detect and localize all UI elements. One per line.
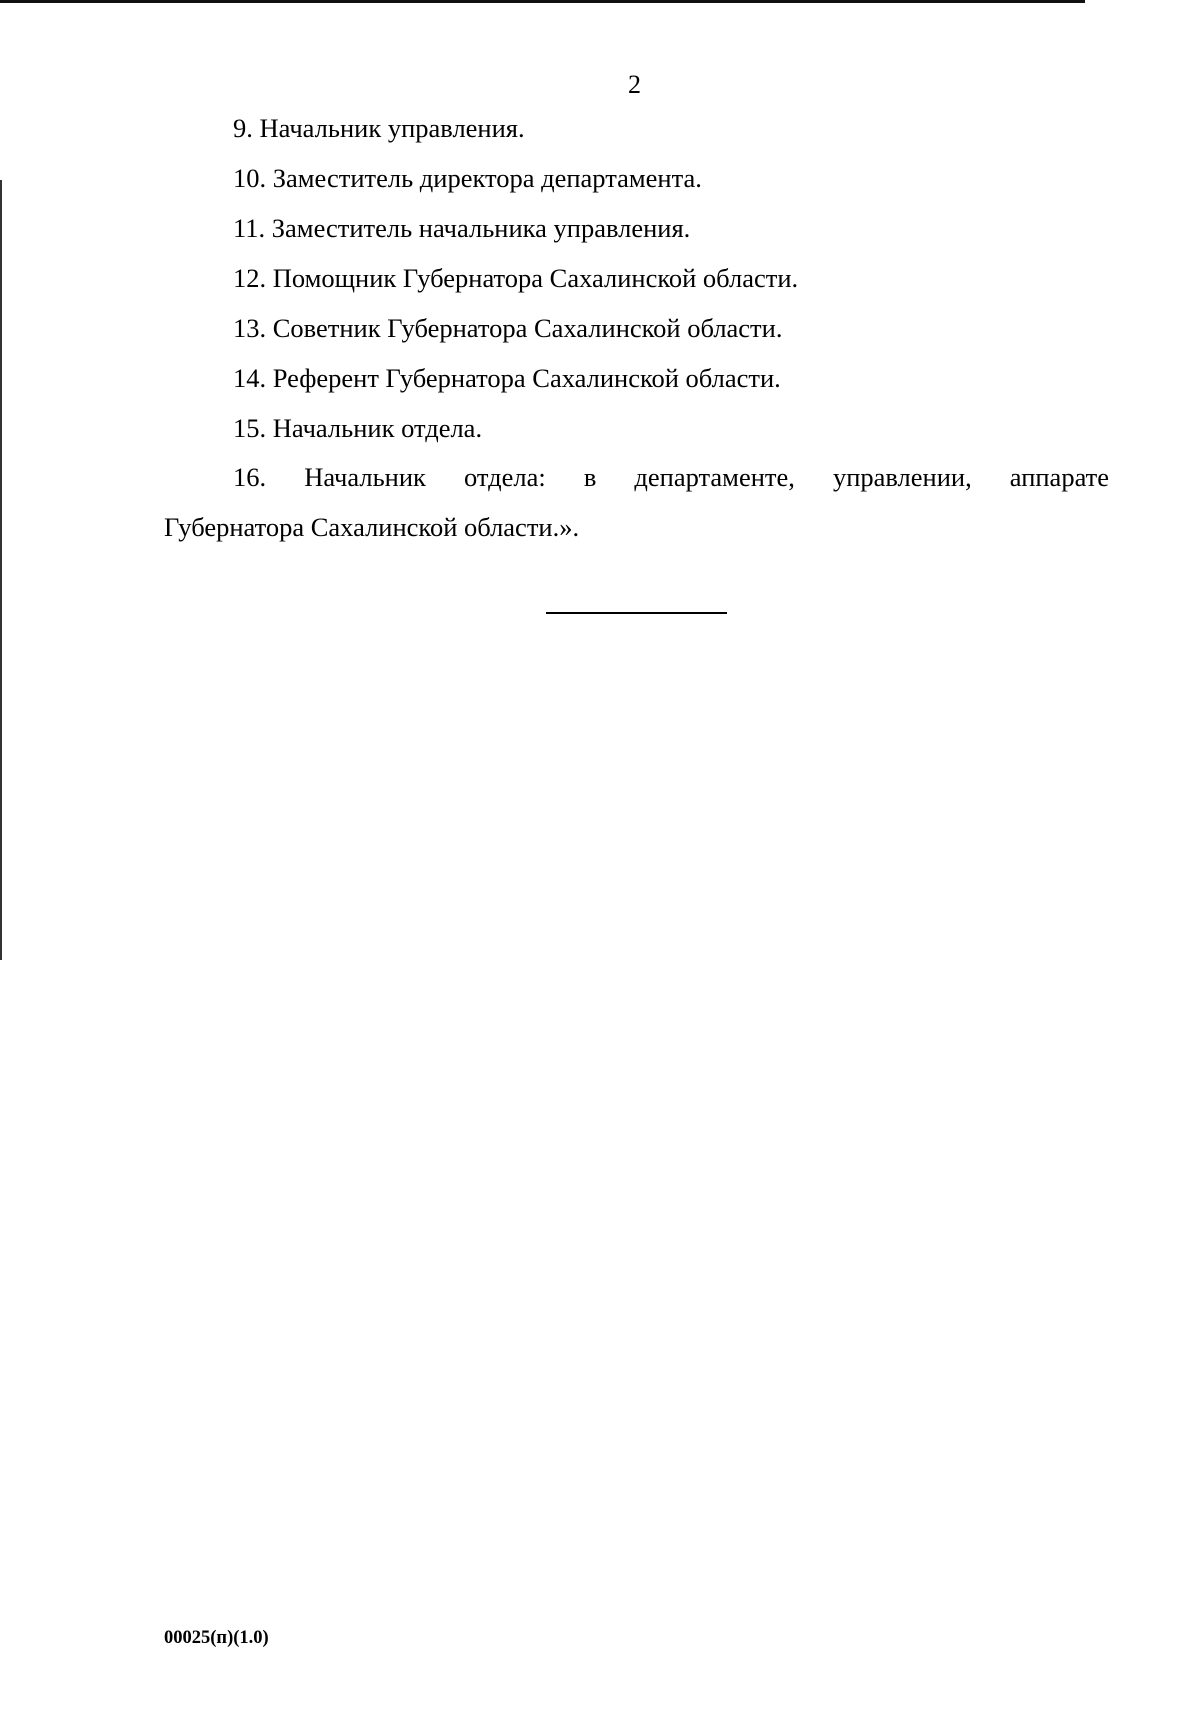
list-item: 11. Заместитель начальника управления. — [233, 213, 691, 243]
scan-border-top — [0, 0, 1085, 3]
end-separator — [546, 612, 727, 614]
document-code: 00025(п)(1.0) — [164, 1628, 269, 1648]
page-number: 2 — [628, 70, 641, 99]
list-item-16-line2: Губернатора Сахалинской области.». — [164, 512, 580, 542]
list-item: 12. Помощник Губернатора Сахалинской области. — [233, 263, 799, 293]
scan-border-left — [0, 180, 2, 960]
list-item-16-line1: 16. Начальник отдела: в департаменте, управлении, аппарате — [233, 462, 1109, 492]
list-item: 15. Начальник отдела. — [233, 413, 483, 443]
list-item: 9. Начальник управления. — [233, 113, 525, 143]
list-item: 10. Заместитель директора департамента. — [233, 163, 702, 193]
list-item: 14. Референт Губернатора Сахалинской области. — [233, 363, 781, 393]
list-item: 13. Советник Губернатора Сахалинской области. — [233, 313, 783, 343]
